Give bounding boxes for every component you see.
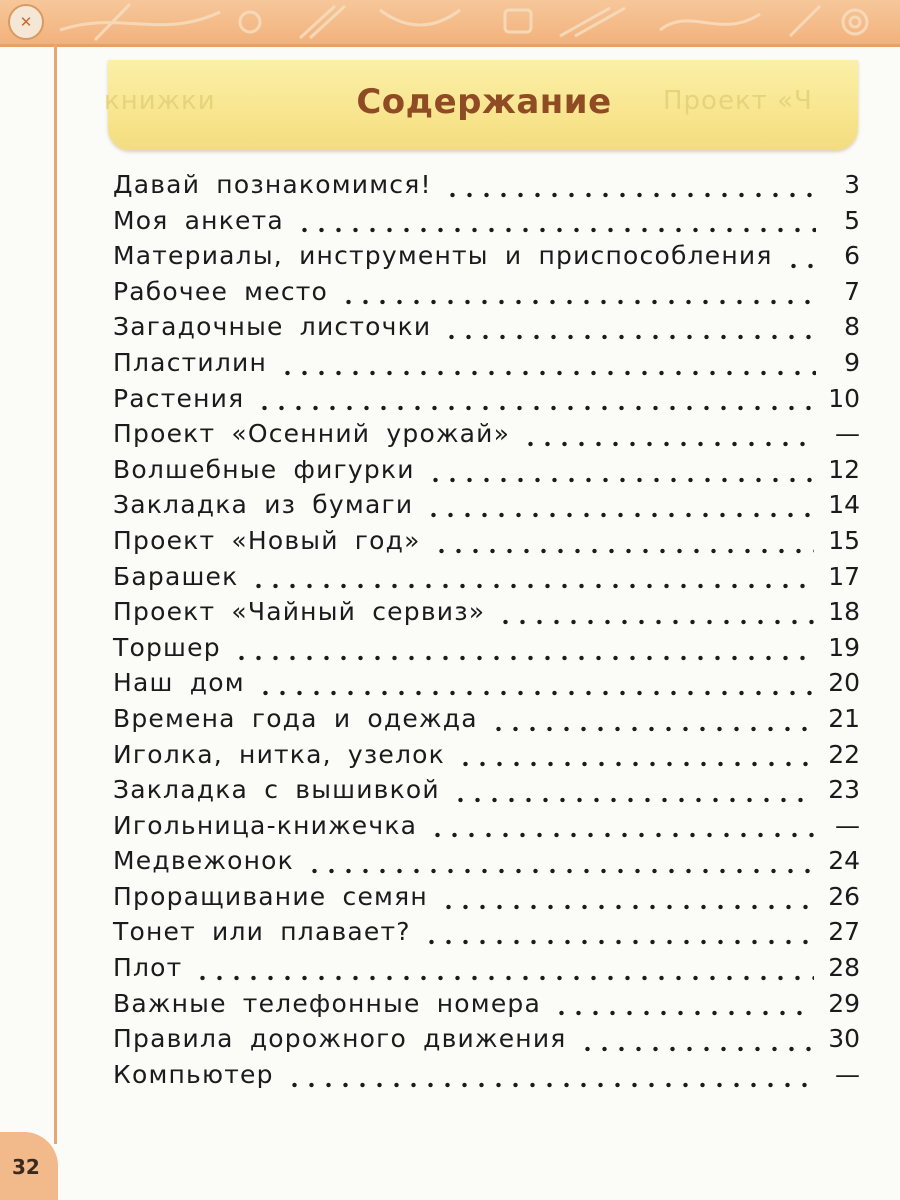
toc-entry-title: Правила дорожного движения (113, 1024, 567, 1054)
dot-leader (425, 512, 814, 518)
toc-entry-title: Игольница-книжечка (113, 810, 418, 840)
dot-leader (250, 583, 814, 589)
toc-entry[interactable] (113, 953, 860, 989)
toc-entry-title: Загадочные листочки (113, 312, 432, 342)
toc-entry-title: Моя анкета (113, 205, 284, 235)
toc-entry-title: Проект «Осенний урожай» (113, 419, 511, 449)
toc-entry[interactable] (113, 562, 860, 598)
toc-entry-page: 6 (844, 241, 860, 271)
dot-leader (579, 1046, 815, 1052)
toc-entry-page: 28 (828, 953, 860, 983)
toc-entry[interactable] (113, 419, 860, 455)
toc-entry-page: 29 (828, 988, 860, 1018)
toc-entry-page: 17 (828, 561, 860, 591)
dot-leader (194, 975, 814, 981)
dot-leader (429, 832, 816, 838)
toc-entry[interactable] (113, 846, 860, 882)
toc-entry-title: Барашек (113, 561, 239, 591)
toc-entry-title: Компьютер (113, 1059, 274, 1089)
toc-entry-title: Закладка из бумаги (113, 490, 414, 520)
dot-leader (785, 263, 816, 269)
toc-entry[interactable] (113, 775, 860, 811)
page-number: 32 (12, 1155, 40, 1179)
dot-leader (522, 441, 816, 447)
toc-entry[interactable] (113, 241, 860, 277)
dot-leader (433, 548, 815, 554)
toc-entry[interactable] (113, 277, 860, 313)
toc-entry-title: Рабочее место (113, 276, 329, 306)
toc-entry-page: — (835, 810, 860, 840)
dot-leader (296, 227, 816, 233)
dot-leader (427, 477, 815, 483)
toc-entry-page: 19 (828, 632, 860, 662)
toc-entry-title: Растения (113, 383, 245, 413)
toc-entry[interactable] (113, 526, 860, 562)
toc-entry-page: — (835, 419, 860, 449)
dot-leader (452, 797, 814, 803)
toc-entry[interactable] (113, 490, 860, 526)
toc-entry-title: Плот (113, 953, 183, 983)
toc-entry[interactable] (113, 740, 860, 776)
toc-entry-title: Проект «Чайный сервиз» (113, 597, 486, 627)
toc-entry-title: Материалы, инструменты и приспособления (113, 241, 773, 271)
toc-entry[interactable] (113, 668, 860, 704)
toc-entry[interactable] (113, 704, 860, 740)
dot-leader (444, 192, 816, 198)
table-of-contents (113, 170, 860, 1095)
toc-entry-page: 26 (828, 881, 860, 911)
toc-entry-page: 12 (828, 454, 860, 484)
dot-leader (306, 868, 814, 874)
toc-entry-title: Давай познакомимся! (113, 170, 432, 199)
toc-entry-page: — (835, 1059, 860, 1089)
dot-leader (233, 655, 814, 661)
toc-entry-title: Проращивание семян (113, 881, 428, 911)
toc-entry-title: Наш дом (113, 668, 245, 698)
close-icon: ✕ (8, 4, 44, 40)
toc-entry-page: 18 (828, 597, 860, 627)
dot-leader (443, 334, 816, 340)
toc-entry-page: 15 (828, 525, 860, 555)
toc-entry[interactable] (113, 633, 860, 669)
toc-entry[interactable] (113, 1060, 860, 1096)
toc-entry[interactable] (113, 206, 860, 242)
dot-leader (490, 726, 814, 732)
toc-entry[interactable] (113, 989, 860, 1025)
toc-entry-page: 23 (828, 775, 860, 805)
toc-entry[interactable] (113, 170, 860, 206)
toc-entry-page: 8 (844, 312, 860, 342)
toc-entry[interactable] (113, 384, 860, 420)
ghost-text-right: Проект «Ч (663, 86, 813, 116)
margin-divider (54, 44, 57, 1144)
toc-entry-title: Торшер (113, 632, 221, 662)
dot-leader (553, 1010, 814, 1016)
toc-entry-title: Закладка с вышивкой (113, 775, 440, 805)
dot-leader (440, 904, 814, 910)
toc-entry-page: 14 (828, 490, 860, 520)
toc-entry-page: 5 (844, 205, 860, 235)
dot-leader (257, 690, 814, 696)
toc-entry-title: Пластилин (113, 347, 268, 377)
dot-leader (286, 1082, 816, 1088)
toc-entry[interactable] (113, 312, 860, 348)
toc-entry-page: 20 (828, 668, 860, 698)
toc-entry[interactable] (113, 1024, 860, 1060)
toc-entry-page: 24 (828, 846, 860, 876)
ghost-text-left: книжки (104, 86, 216, 116)
toc-entry-title: Иголка, нитка, узелок (113, 739, 445, 769)
toc-entry-page: 22 (828, 739, 860, 769)
page-title: Содержание (356, 82, 612, 122)
tools-pattern-icon (0, 0, 900, 44)
dot-leader (340, 299, 816, 305)
toc-entry-page: 27 (828, 917, 860, 947)
dot-leader (497, 619, 814, 625)
toc-entry-page: 3 (844, 170, 860, 199)
decorative-header-band (0, 0, 900, 47)
toc-entry-title: Проект «Новый год» (113, 525, 421, 555)
toc-entry-title: Медвежонок (113, 846, 294, 876)
toc-entry-page: 10 (828, 383, 860, 413)
toc-entry-page: 9 (844, 347, 860, 377)
toc-entry-title: Важные телефонные номера (113, 988, 542, 1018)
toc-entry[interactable] (113, 882, 860, 918)
toc-entry[interactable] (113, 917, 860, 953)
toc-entry-title: Волшебные фигурки (113, 454, 415, 484)
toc-entry[interactable] (113, 811, 860, 847)
toc-entry[interactable] (113, 348, 860, 384)
toc-entry[interactable] (113, 597, 860, 633)
toc-entry-title: Тонет или плавает? (113, 917, 411, 947)
toc-entry-page: 21 (828, 703, 860, 733)
toc-entry[interactable] (113, 455, 860, 491)
dot-leader (279, 370, 816, 376)
toc-entry-page: 30 (828, 1024, 860, 1054)
dot-leader (423, 939, 814, 945)
toc-entry-title: Времена года и одежда (113, 703, 478, 733)
toc-entry-page: 7 (844, 276, 860, 306)
dot-leader (457, 761, 814, 767)
dot-leader (256, 405, 814, 411)
